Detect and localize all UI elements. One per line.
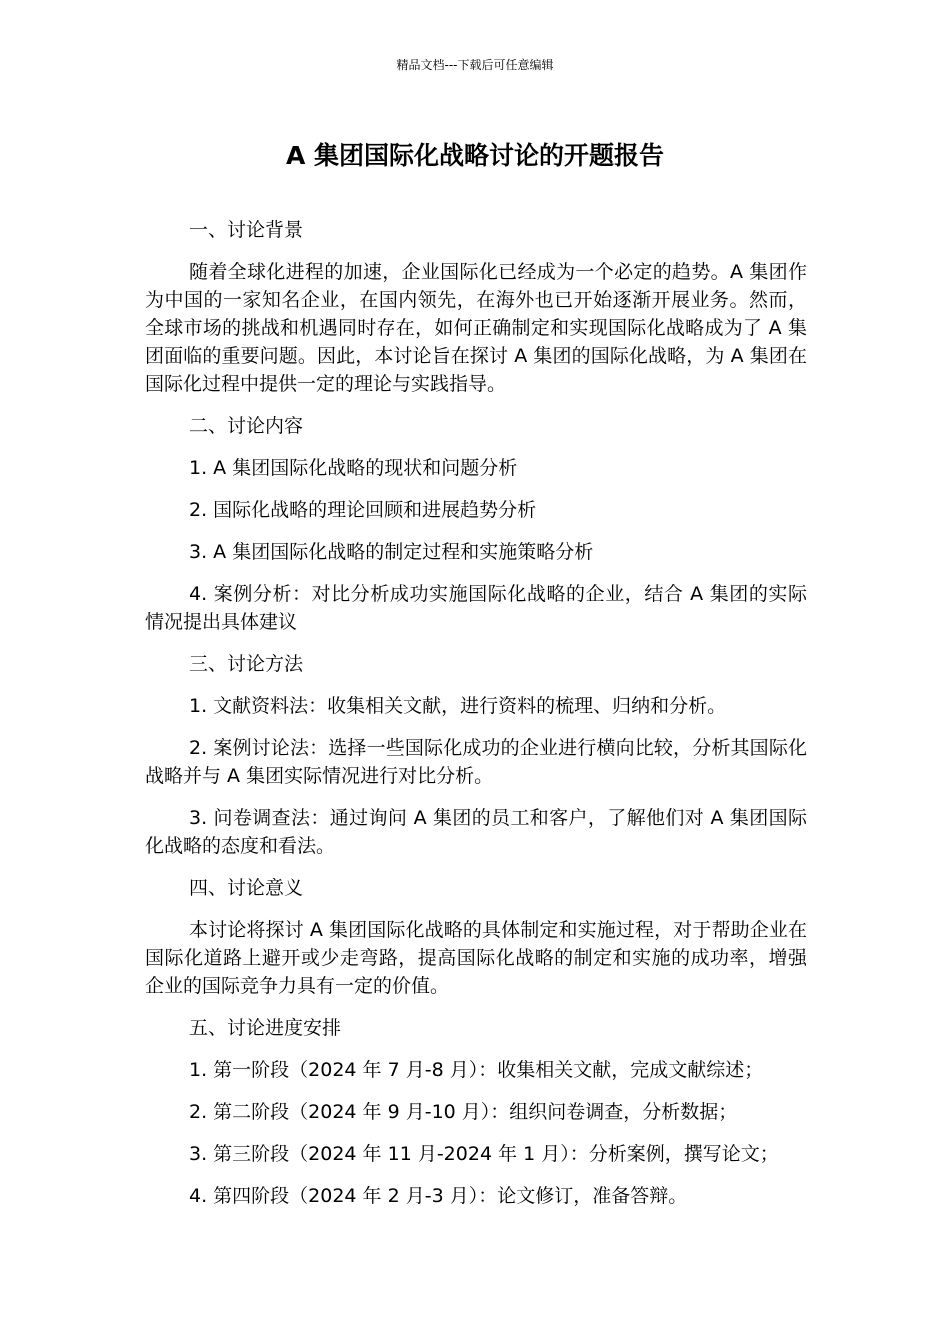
schedule-item-2: 2. 第二阶段（2024 年 9 月-10 月）：组织问卷调查，分析数据； xyxy=(189,1101,738,1123)
section-heading-content: 二、讨论内容 xyxy=(189,415,304,437)
method-item-3: 3. 问卷调查法：通过询问 A 集团的员工和客户，了解他们对 A 集团国际化战略的态度和看法。 xyxy=(145,807,807,857)
schedule-item-1: 1. 第一阶段（2024 年 7 月-8 月）：收集相关文献，完成文献综述； xyxy=(189,1059,764,1081)
schedule-item-3: 3. 第三阶段（2024 年 11 月-2024 年 1 月）：分析案例，撰写论文； xyxy=(189,1143,779,1165)
method-item-1: 1. 文献资料法：收集相关文献，进行资料的梳理、归纳和分析。 xyxy=(189,695,727,717)
page-header: 精品文档---下载后可任意编辑 xyxy=(396,58,554,72)
document-title: A 集团国际化战略讨论的开题报告 xyxy=(285,141,665,170)
significance-paragraph: 本讨论将探讨 A 集团国际化战略的具体制定和实施过程，对于帮助企业在国际化道路上避开或少走弯路，提高国际化战略的制定和实施的成功率，增强企业的国际竞争力具有一定的价值。 xyxy=(145,919,807,997)
section-heading-significance: 四、讨论意义 xyxy=(189,877,304,899)
content-item-1: 1. A 集团国际化战略的现状和问题分析 xyxy=(189,457,518,479)
section-heading-schedule: 五、讨论进度安排 xyxy=(189,1017,342,1039)
document-body xyxy=(145,216,807,1224)
section-heading-background: 一、讨论背景 xyxy=(189,219,304,241)
background-paragraph: 随着全球化进程的加速，企业国际化已经成为一个必定的趋势。A 集团作为中国的一家知名企业，在国内领先，在海外也已开始逐渐开展业务。然而，全球市场的挑战和机遇同时存在，如何正确制定和实现国际化战略成为了 A 集团面临的重要问题。因此，本讨论旨在探讨 A 集团的国际化战略，为 A 集团在国际化过程中提供一定的理论与实践指导。 xyxy=(145,261,807,395)
schedule-item-4: 4. 第四阶段（2024 年 2 月-3 月）：论文修订，准备答辩。 xyxy=(189,1185,688,1207)
content-item-4: 4. 案例分析：对比分析成功实施国际化战略的企业，结合 A 集团的实际情况提出具体建议 xyxy=(145,583,807,633)
content-item-3: 3. A 集团国际化战略的制定过程和实施策略分析 xyxy=(189,541,594,563)
method-item-2: 2. 案例讨论法：选择一些国际化成功的企业进行横向比较，分析其国际化战略并与 A 集团实际情况进行对比分析。 xyxy=(145,737,807,787)
section-heading-method: 三、讨论方法 xyxy=(189,653,304,675)
content-item-2: 2. 国际化战略的理论回顾和进展趋势分析 xyxy=(189,499,537,521)
